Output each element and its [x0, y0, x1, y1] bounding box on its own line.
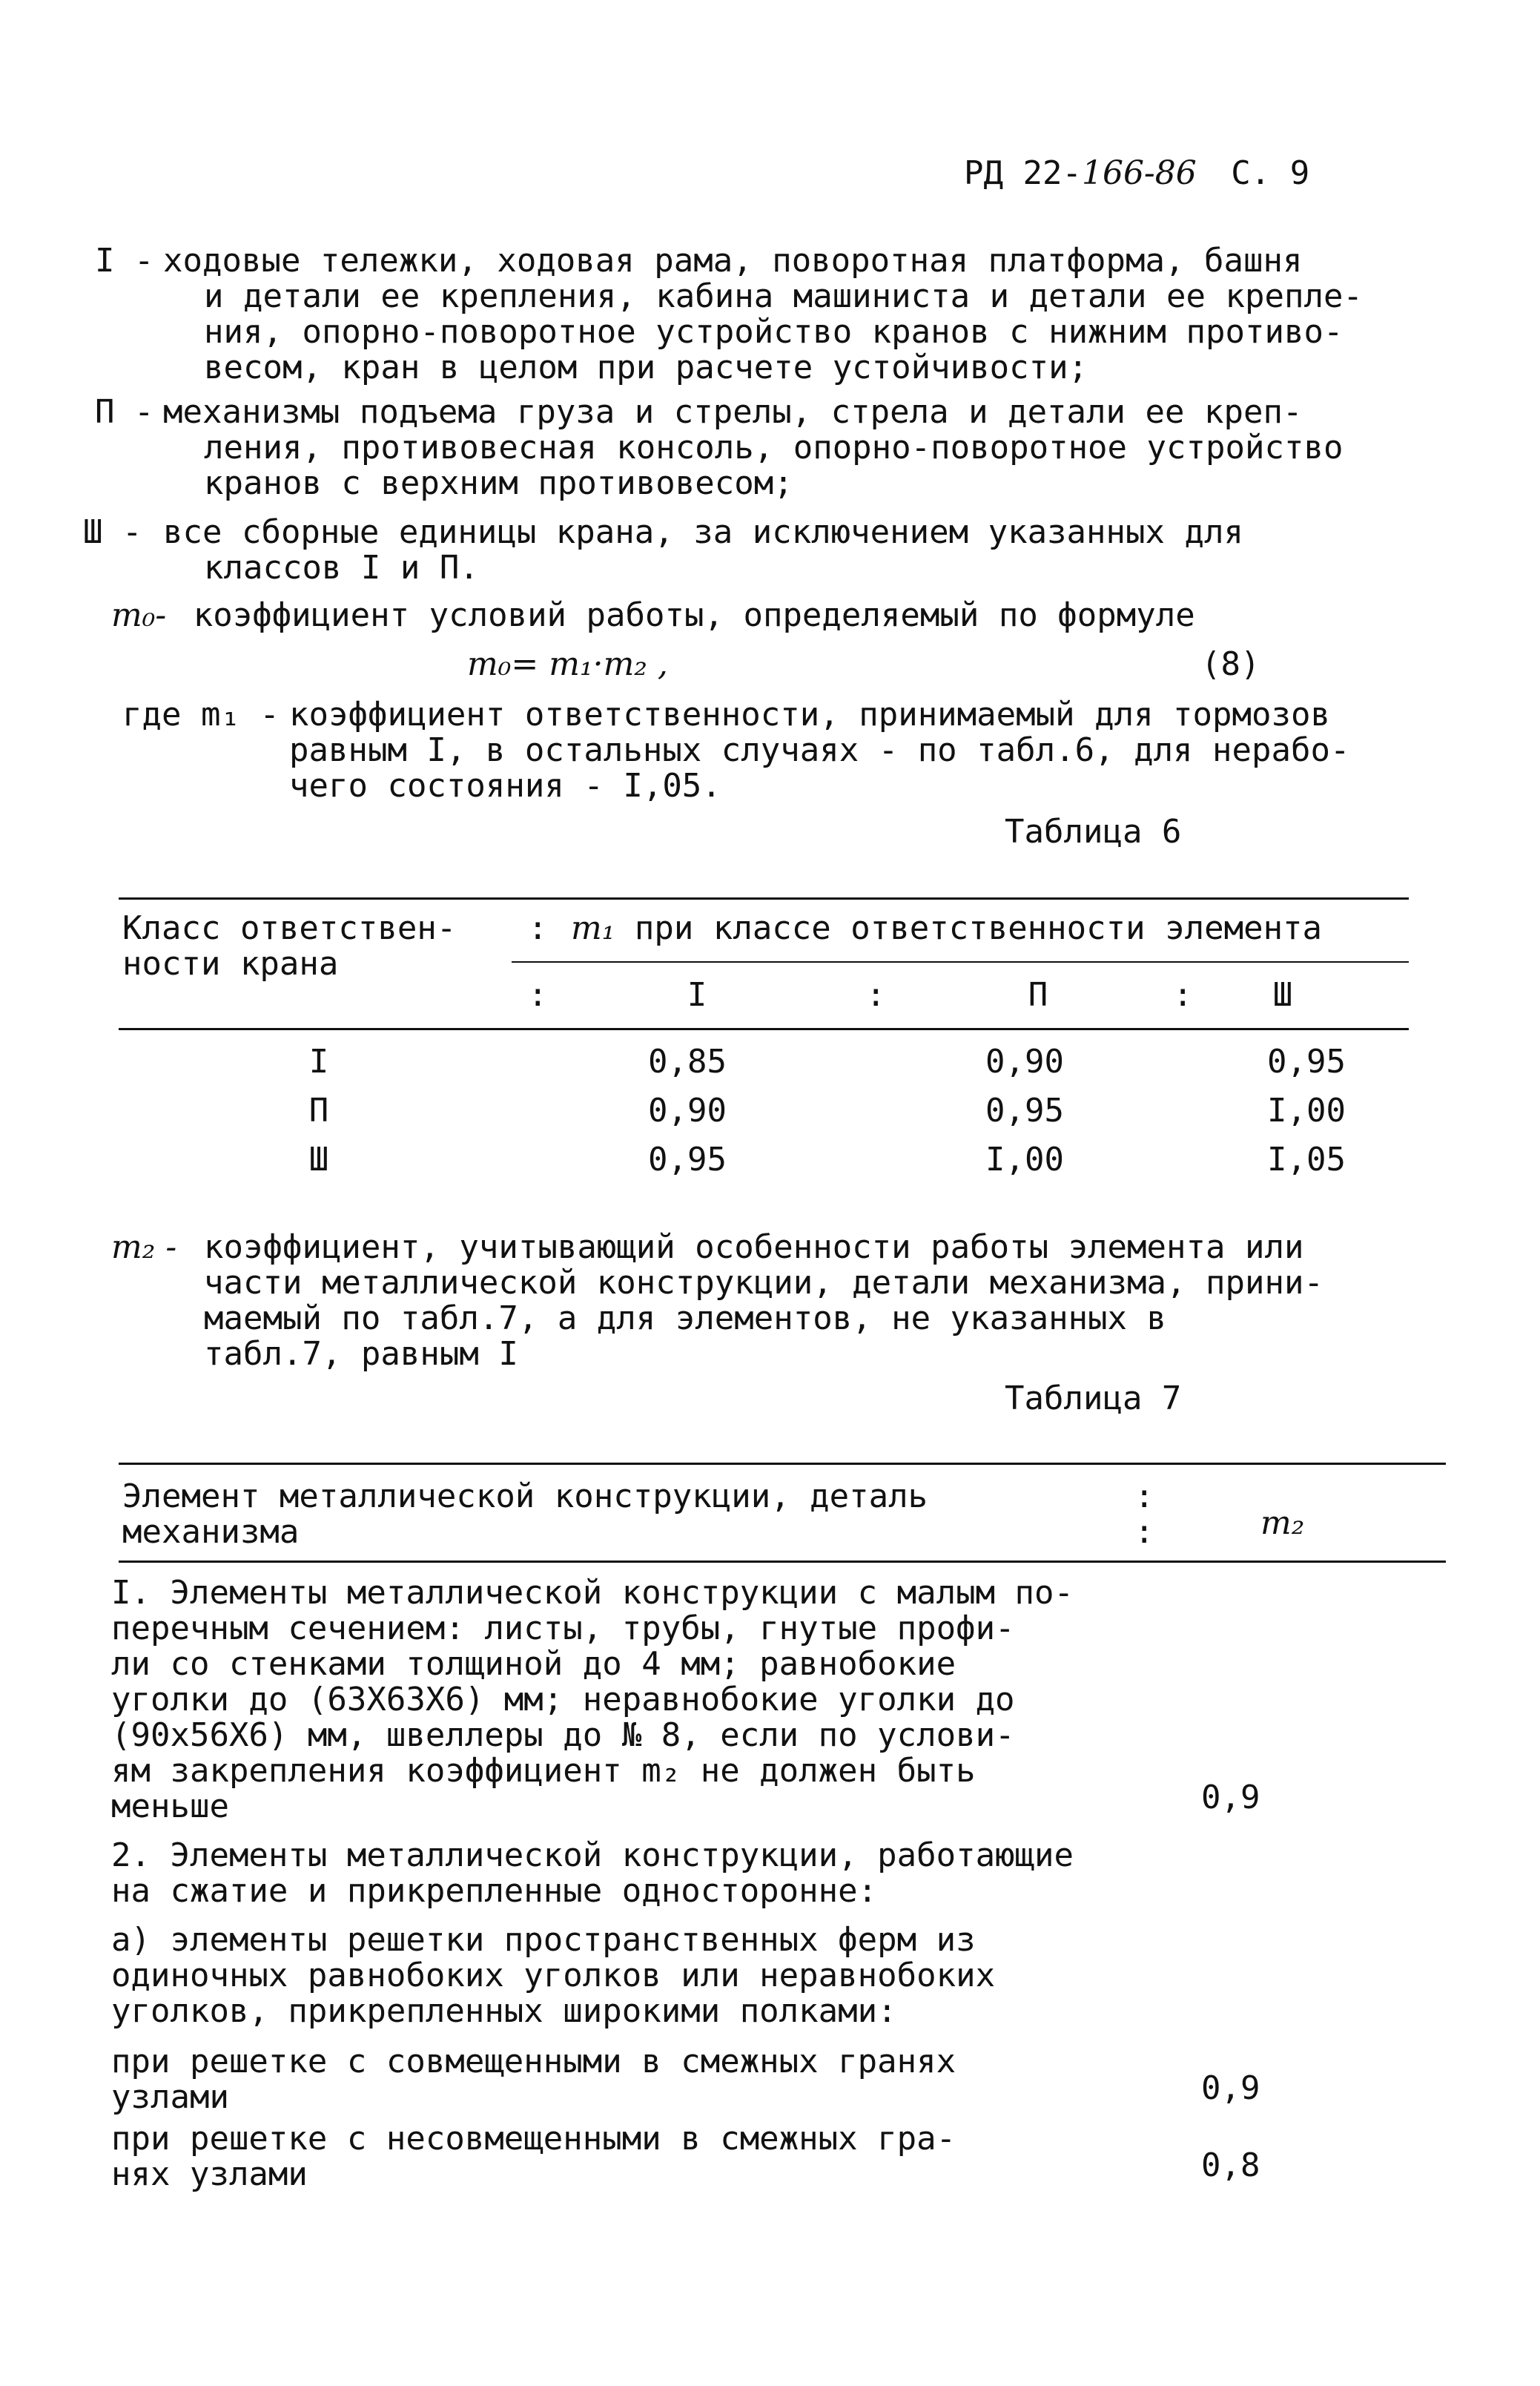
- table7-item-line: уголки до (63Х63Х6) мм; неравнобокие уголки до: [111, 1681, 1015, 1718]
- doc-code-prefix: РД 22-: [964, 154, 1082, 192]
- class-def-1-line: и детали ее крепления, кабина машиниста и детали ее крепле-: [204, 277, 1363, 315]
- class-def-3-line: классов I и П.: [204, 549, 479, 587]
- table6-header-span-text: при классе ответственности элемента: [634, 909, 1323, 947]
- table6-colon: :: [528, 909, 548, 947]
- m1-line: коэффициент ответственности, принимаемый для тормозов: [289, 696, 1330, 734]
- class-def-label: I -: [95, 242, 154, 280]
- table7-item-line: перечным сечением: листы, трубы, гнутые профи-: [111, 1609, 1015, 1647]
- table6-row-class: П: [308, 1092, 329, 1130]
- class-def-3: [83, 515, 142, 550]
- table6-subheader-1: I: [687, 976, 707, 1014]
- m2-line: маемый по табл.7, а для элементов, не указанных в: [204, 1299, 1167, 1337]
- class-def-1: [95, 243, 153, 279]
- table6-cell: 0,95: [1267, 1043, 1346, 1081]
- m0-text: коэффициент условий работы, определяемый по формуле: [193, 596, 1195, 634]
- table7-item-value: 0,9: [1201, 2069, 1260, 2107]
- table6-header-span: [571, 911, 1322, 946]
- m1-prefix: где m₁ -: [122, 696, 280, 734]
- class-def-2-line: кранов с верхним противовесом;: [204, 464, 793, 502]
- table7-item-line: ям закрепления коэффициент m₂ не должен быть: [111, 1752, 976, 1790]
- table7-item-line: на сжатие и прикрепленные односторонне:: [111, 1872, 878, 1910]
- class-def-2-line: механизмы подъема груза и стрелы, стрела и детали ее креп-: [163, 393, 1303, 431]
- table7-top-rule: [119, 1463, 1446, 1465]
- doc-code-handwritten: 166-86: [1081, 154, 1197, 192]
- table6-colon: :: [866, 976, 886, 1014]
- class-def-2-line: ления, противовесная консоль, опорно-поворотное устройство: [204, 429, 1344, 467]
- table7-title: Таблица 7: [1005, 1380, 1182, 1417]
- m1-symbol-header: m₁: [571, 909, 615, 947]
- table6-top-rule: [119, 897, 1409, 900]
- class-def-1-line: ния, опорно-поворотное устройство кранов с нижним противо-: [204, 313, 1344, 351]
- class-def-label: П -: [95, 393, 154, 431]
- table7-item-line: узлами: [111, 2078, 229, 2116]
- table7-item-line: одиночных равнобоких уголков или неравнобоких: [111, 1957, 996, 1994]
- table6-cell: 0,95: [648, 1141, 727, 1179]
- class-def-1-line: ходовые тележки, ходовая рама, поворотная платформа, башня: [163, 242, 1303, 280]
- m1-line: равным I, в остальных случаях - по табл.6, для нерабо-: [289, 731, 1350, 769]
- table7-header-col1-line: механизма: [122, 1513, 300, 1551]
- table7-item-line: уголков, прикрепленных широкими полками:: [111, 1992, 897, 2030]
- table7-item-line: при решетке с несовмещенными в смежных гра-: [111, 2120, 956, 2158]
- table7-item-line: (90х56Х6) мм, швеллеры до № 8, если по услови-: [111, 1716, 1015, 1754]
- formula-expression: m₀= m₁·m₂ ,: [467, 645, 668, 683]
- page-header: [964, 156, 1309, 191]
- table7-header-m2: m₂: [1260, 1504, 1305, 1542]
- table7-colon: :: [1134, 1513, 1154, 1551]
- table6-header-col1-line: ности крана: [122, 945, 339, 983]
- table7-item-line: ли со стенками толщиной до 4 мм; равнобокие: [111, 1645, 956, 1683]
- table6-row-class: I: [308, 1043, 329, 1081]
- m0-symbol: m₀-: [111, 596, 167, 634]
- page-number: С. 9: [1231, 154, 1310, 192]
- table6-cell: 0,95: [985, 1092, 1064, 1130]
- table6-colon: :: [1173, 976, 1193, 1014]
- class-def-label: Ш -: [83, 513, 142, 551]
- class-def-3-line: все сборные единицы крана, за исключением указанных для: [163, 513, 1243, 551]
- table6-cell: 0,90: [648, 1092, 727, 1130]
- table6-cell: I,05: [1267, 1141, 1346, 1179]
- m2-line: коэффициент, учитывающий особенности работы элемента или: [204, 1228, 1304, 1266]
- table7-item-value: 0,8: [1201, 2146, 1260, 2184]
- table6-header-rule: [119, 1028, 1409, 1030]
- table6-cell: I,00: [985, 1141, 1064, 1179]
- table7-header-col1-line: Элемент металлической конструкции, деталь: [122, 1477, 928, 1515]
- table6-subheader-3: Ш: [1272, 976, 1293, 1014]
- class-def-2: [95, 395, 153, 430]
- table6-row-class: Ш: [308, 1141, 329, 1179]
- table7-item-line: меньше: [111, 1787, 229, 1825]
- m1-line: чего состояния - I,05.: [289, 767, 721, 805]
- table6-colon: :: [528, 976, 548, 1014]
- table7-item-line: нях узлами: [111, 2155, 308, 2193]
- table7-item-value: 0,9: [1201, 1779, 1260, 1816]
- table6-title: Таблица 6: [1005, 813, 1182, 851]
- m2-symbol: m₂ -: [111, 1228, 177, 1266]
- table6-subheader-2: П: [1028, 976, 1048, 1014]
- table7-item-line: 2. Элементы металлической конструкции, работающие: [111, 1836, 1074, 1874]
- table7-item-line: а) элементы решетки пространственных ферм из: [111, 1921, 976, 1959]
- m2-line: табл.7, равным I: [204, 1335, 518, 1373]
- table7-item-line: I. Элементы металлической конструкции с малым по-: [111, 1574, 1074, 1612]
- class-def-1-line: весом, кран в целом при расчете устойчивости;: [204, 349, 1088, 386]
- m2-line: части металлической конструкции, детали механизма, прини-: [204, 1264, 1323, 1302]
- table7-colon: :: [1134, 1477, 1154, 1515]
- table6-cell: I,00: [1267, 1092, 1346, 1130]
- m0-definition: [111, 598, 1195, 633]
- table6-sub-rule: [512, 961, 1409, 963]
- table6-cell: 0,85: [648, 1043, 727, 1081]
- table7-header-rule: [119, 1561, 1446, 1563]
- table6-header-col1-line: Класс ответствен-: [122, 909, 457, 947]
- formula-number: (8): [1201, 645, 1260, 683]
- table7-item-line: при решетке с совмещенными в смежных гранях: [111, 2043, 956, 2080]
- table6-cell: 0,90: [985, 1043, 1064, 1081]
